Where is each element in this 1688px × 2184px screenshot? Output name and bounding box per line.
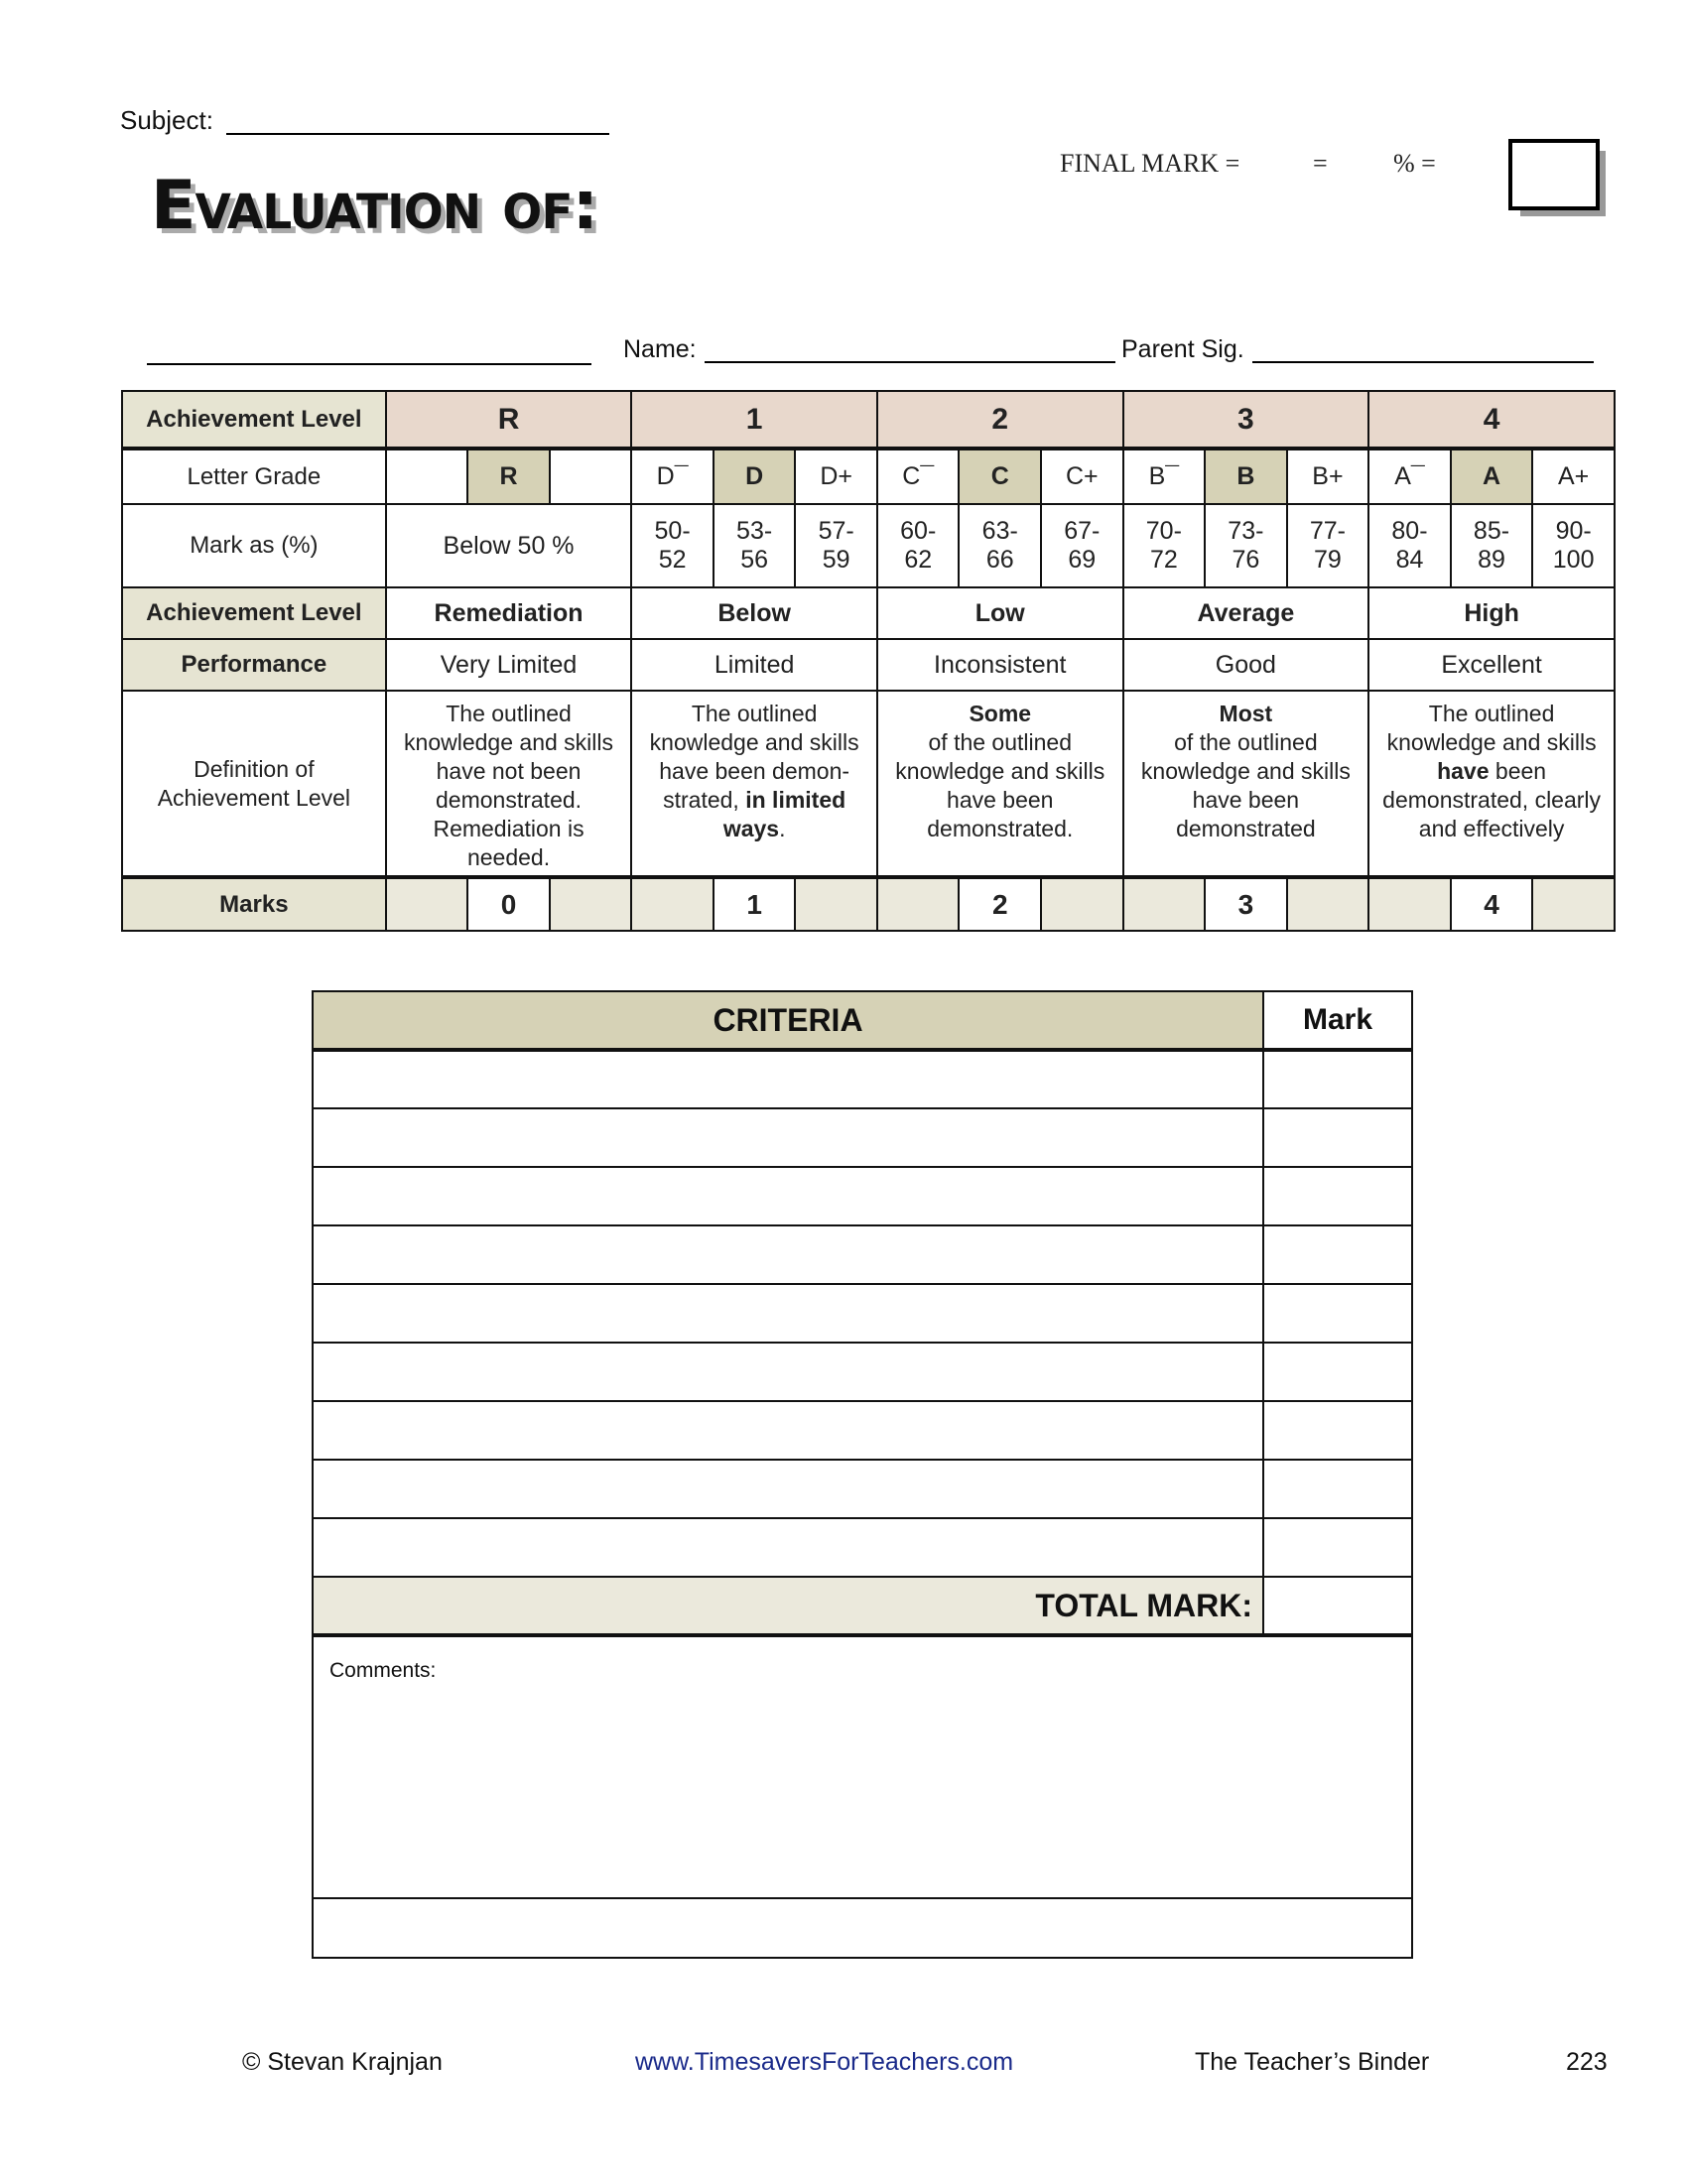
criteria-cell[interactable] xyxy=(313,1167,1263,1225)
criteria-table xyxy=(312,990,1413,1637)
range-90-100: 90- 100 xyxy=(1532,504,1615,587)
achievement-low: Low xyxy=(877,587,1123,639)
marks-cell xyxy=(1287,877,1369,931)
criteria-cell[interactable] xyxy=(313,1284,1263,1343)
level-4: 4 xyxy=(1368,391,1615,449)
grade-c: C xyxy=(959,449,1041,504)
comments-label: Comments: xyxy=(329,1659,437,1682)
marks-cell xyxy=(631,877,714,931)
marks-cell xyxy=(1368,877,1451,931)
mark-cell[interactable] xyxy=(1263,1050,1412,1108)
mark-cell[interactable] xyxy=(1263,1343,1412,1401)
total-mark-cell[interactable] xyxy=(1263,1577,1412,1635)
title-field[interactable] xyxy=(147,363,591,365)
range-80-84: 80- 84 xyxy=(1368,504,1451,587)
parent-sig-label: Parent Sig. xyxy=(1121,335,1244,363)
performance-very-limited: Very Limited xyxy=(386,639,632,691)
page-title: Evaluation of: xyxy=(151,167,598,245)
marks-label: Marks xyxy=(122,877,386,931)
definition-2: Some of the outlined knowledge and skills have been demonstrated. xyxy=(877,691,1123,877)
range-57-59: 57- 59 xyxy=(795,504,877,587)
comments-box[interactable] xyxy=(312,1637,1413,1899)
mark-4: 4 xyxy=(1451,877,1533,931)
performance-inconsistent: Inconsistent xyxy=(877,639,1123,691)
grade-d-plus: D+ xyxy=(795,449,877,504)
percent-equals: % = xyxy=(1393,149,1436,178)
final-mark-box[interactable] xyxy=(1508,139,1600,210)
grade-cell-empty xyxy=(386,449,468,504)
criteria-header: CRITERIA xyxy=(313,991,1263,1050)
footer-book-title: The Teacher’s Binder xyxy=(1195,2048,1430,2076)
level-1: 1 xyxy=(631,391,877,449)
marks-cell xyxy=(386,877,468,931)
definition-r: The outlined knowledge and skills have not been demonstrated. Remediation is needed. xyxy=(386,691,632,877)
achievement-average: Average xyxy=(1123,587,1369,639)
mark-0: 0 xyxy=(467,877,550,931)
comments-extra-line[interactable] xyxy=(312,1897,1413,1959)
final-mark-label: FINAL MARK = xyxy=(1060,149,1240,178)
mark-cell[interactable] xyxy=(1263,1284,1412,1343)
criteria-cell[interactable] xyxy=(313,1050,1263,1108)
mark-3: 3 xyxy=(1205,877,1287,931)
mark-percent-label: Mark as (%) xyxy=(122,504,386,587)
grade-a-plus: A+ xyxy=(1532,449,1615,504)
rubric-table xyxy=(121,390,1616,932)
level-r: R xyxy=(386,391,632,449)
criteria-cell[interactable] xyxy=(313,1108,1263,1167)
mark-cell[interactable] xyxy=(1263,1108,1412,1167)
grade-r: R xyxy=(467,449,550,504)
grade-c-plus: C+ xyxy=(1041,449,1123,504)
achievement-remediation: Remediation xyxy=(386,587,632,639)
subject-label: Subject: xyxy=(120,105,213,135)
level-3: 3 xyxy=(1123,391,1369,449)
mark-cell[interactable] xyxy=(1263,1225,1412,1284)
criteria-cell[interactable] xyxy=(313,1401,1263,1460)
definition-1: The outlined knowledge and skills have been demon- strated, in limited ways. xyxy=(631,691,877,877)
range-50-52: 50- 52 xyxy=(631,504,714,587)
name-label: Name: xyxy=(623,335,697,363)
criteria-cell[interactable] xyxy=(313,1343,1263,1401)
range-67-69: 67- 69 xyxy=(1041,504,1123,587)
below-50: Below 50 % xyxy=(386,504,632,587)
marks-cell xyxy=(550,877,632,931)
grade-b-plus: B+ xyxy=(1287,449,1369,504)
grade-b-minus: B¯ xyxy=(1123,449,1206,504)
range-60-62: 60- 62 xyxy=(877,504,960,587)
definition-label: Definition of Achievement Level xyxy=(122,691,386,877)
name-field[interactable] xyxy=(705,361,1115,363)
equals-sign: = xyxy=(1313,149,1328,178)
mark-cell[interactable] xyxy=(1263,1167,1412,1225)
mark-2: 2 xyxy=(959,877,1041,931)
grade-d-minus: D¯ xyxy=(631,449,714,504)
marks-cell xyxy=(1123,877,1206,931)
grade-b: B xyxy=(1205,449,1287,504)
range-63-66: 63- 66 xyxy=(959,504,1041,587)
criteria-cell[interactable] xyxy=(313,1225,1263,1284)
parent-sig-field[interactable] xyxy=(1252,361,1594,363)
mark-cell[interactable] xyxy=(1263,1518,1412,1577)
range-70-72: 70- 72 xyxy=(1123,504,1206,587)
mark-cell[interactable] xyxy=(1263,1460,1412,1518)
grade-a-minus: A¯ xyxy=(1368,449,1451,504)
letter-grade-label: Letter Grade xyxy=(122,449,386,504)
page-number: 223 xyxy=(1566,2048,1608,2076)
grade-c-minus: C¯ xyxy=(877,449,960,504)
performance-limited: Limited xyxy=(631,639,877,691)
footer-website-link[interactable]: www.TimesaversForTeachers.com xyxy=(635,2048,1014,2076)
marks-cell xyxy=(877,877,960,931)
subject-field[interactable] xyxy=(226,133,609,135)
criteria-cell[interactable] xyxy=(313,1518,1263,1577)
mark-cell[interactable] xyxy=(1263,1401,1412,1460)
mark-header: Mark xyxy=(1263,991,1412,1050)
marks-cell xyxy=(1041,877,1123,931)
grade-cell-empty xyxy=(550,449,632,504)
range-77-79: 77- 79 xyxy=(1287,504,1369,587)
achievement-high: High xyxy=(1368,587,1615,639)
performance-excellent: Excellent xyxy=(1368,639,1615,691)
grade-a: A xyxy=(1451,449,1533,504)
achievement-below: Below xyxy=(631,587,877,639)
range-73-76: 73- 76 xyxy=(1205,504,1287,587)
performance-label: Performance xyxy=(122,639,386,691)
level-2: 2 xyxy=(877,391,1123,449)
range-85-89: 85- 89 xyxy=(1451,504,1533,587)
criteria-cell[interactable] xyxy=(313,1460,1263,1518)
achievement-level-label: Achievement Level xyxy=(122,391,386,449)
range-53-56: 53- 56 xyxy=(714,504,796,587)
marks-cell xyxy=(1532,877,1615,931)
definition-4: The outlined knowledge and skills have been demonstrated, clearly and effectively xyxy=(1368,691,1615,877)
performance-good: Good xyxy=(1123,639,1369,691)
mark-1: 1 xyxy=(714,877,796,931)
total-mark-label: TOTAL MARK: xyxy=(313,1577,1263,1635)
marks-cell xyxy=(795,877,877,931)
grade-d: D xyxy=(714,449,796,504)
achievement-level-label-2: Achievement Level xyxy=(122,587,386,639)
footer-copyright: © Stevan Krajnjan xyxy=(242,2048,443,2076)
definition-3: Most of the outlined knowledge and skills have been demonstrated xyxy=(1123,691,1369,877)
